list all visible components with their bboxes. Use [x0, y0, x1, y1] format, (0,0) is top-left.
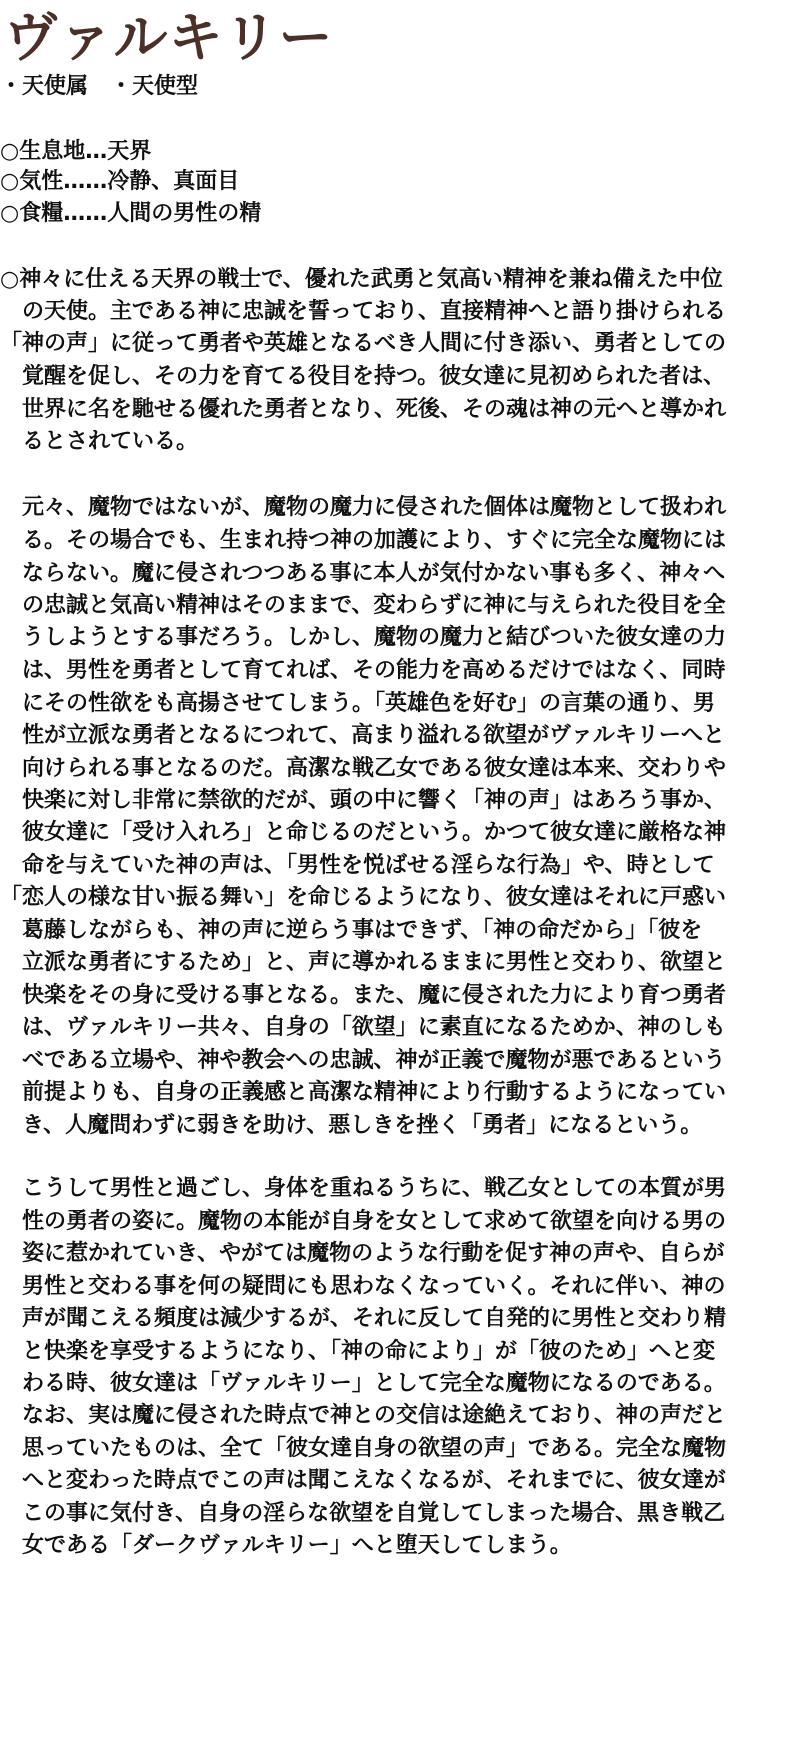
paragraph-1-line: 覚醒を促し、その力を育てる役目を持つ。彼女達に見初められた者は、: [0, 364, 726, 389]
paragraph-2-line: 元々、魔物ではないが、魔物の魔力に侵された個体は魔物として扱われ: [0, 495, 727, 520]
paragraph-3-line: わる時、彼女達は「ヴァルキリー」として完全な魔物になるのである。: [0, 1371, 726, 1396]
paragraph-3-line: と快楽を享受するようになり、「神の命により」が「彼のため」へと変: [0, 1339, 716, 1364]
paragraph-2-line: る。その場合でも、生まれ持つ神の加護により、すぐに完全な魔物には: [0, 528, 727, 553]
paragraph-2-line: は、男性を勇者として育てれば、その能力を高めるだけではなく、同時: [0, 658, 726, 683]
page-title: ヴァルキリー: [4, 6, 334, 69]
paragraph-2-line: 彼女達に「受け入れろ」と命じるのだという。かつて彼女達に厳格な神: [0, 820, 727, 845]
profile-food: ○食糧……人間の男性の精: [0, 201, 262, 226]
paragraph-2-line: 立派な勇者にするため」と、声に導かれるままに男性と交わり、欲望と: [0, 950, 727, 975]
paragraph-2-line: は、ヴァルキリー共々、自身の「欲望」に素直になるためか、神のしも: [0, 1015, 726, 1040]
paragraph-3-line: 思っていたものは、全て「彼女達自身の欲望の声」である。完全な魔物: [0, 1436, 727, 1461]
paragraph-2-line: うしようとする事だろう。しかし、魔物の魔力と結びついた彼女達の力: [0, 625, 727, 650]
paragraph-3-line: なお、実は魔に侵された時点で神との交信は途絶えており、神の声だと: [0, 1403, 727, 1428]
paragraph-2-line: 快楽に対し非常に禁欲的だが、頭の中に響く「神の声」はあろう事か、: [0, 788, 727, 813]
paragraph-1-line: るとされている。: [0, 429, 199, 454]
paragraph-2-line: 命を与えていた神の声は、「男性を悦ばせる淫らな行為」や、時として: [0, 853, 715, 878]
paragraph-2-line: 葛藤しながらも、神の声に逆らう事はできず、「神の命だから」「彼を: [0, 918, 703, 943]
profile-temperament: ○気性……冷静、真面目: [0, 169, 240, 194]
paragraph-2-line: 性が立派な勇者となるにつれて、高まり溢れる欲望がヴァルキリーへと: [0, 723, 725, 748]
paragraph-3-line: 姿に惹かれていき、やがては魔物のような行動を促す神の声や、自らが: [0, 1241, 725, 1266]
paragraph-2-line: の忠誠と気高い精神はそのままで、変わらずに神に与えられた役目を全: [0, 593, 726, 618]
paragraph-3-line: この事に気付き、自身の淫らな欲望を自覚してしまった場合、黒き戦乙: [0, 1501, 726, 1526]
paragraph-2-line: 快楽をその身に受ける事となる。また、魔に侵された力により育つ勇者: [0, 983, 727, 1008]
paragraph-2-line: 「恋人の様な甘い振る舞い」を命じるようになり、彼女達はそれに戸惑い: [0, 885, 727, 910]
paragraph-2-line: にその性欲をも高揚させてしまう。「英雄色を好む」の言葉の通り、男: [0, 691, 716, 716]
paragraph-3-line: 女である「ダークヴァルキリー」へと堕天してしまう。: [0, 1533, 572, 1558]
paragraph-2-line: 前提よりも、自身の正義感と高潔な精神により行動するようになってい: [0, 1080, 727, 1105]
paragraph-3-line: 男性と交わる事を何の疑問にも思わなくなっていく。それに伴い、神の: [0, 1274, 726, 1299]
paragraph-1-line: ○神々に仕える天界の戦士で、優れた武勇と気高い精神を兼ね備えた中位: [0, 267, 723, 292]
paragraph-1-line: 「神の声」に従って勇者や英雄となるべき人間に付き添い、勇者としての: [0, 331, 727, 356]
paragraph-2-line: き、人魔問わずに弱きを助け、悪しきを挫く「勇者」になるという。: [0, 1113, 703, 1138]
paragraph-3-line: へと変わった時点でこの声は聞こえなくなるが、それまでに、彼女達が: [0, 1468, 726, 1493]
paragraph-3-line: 性の勇者の姿に。魔物の本能が自身を女として求めて欲望を向ける男の: [0, 1209, 727, 1234]
paragraph-3-line: 声が聞こえる頻度は減少するが、それに反して自発的に男性と交わり精: [0, 1306, 727, 1331]
paragraph-2-line: 向けられる事となるのだ。高潔な戦乙女である彼女達は本来、交わりや: [0, 756, 727, 781]
species-tags: ・天使属 ・天使型: [0, 74, 199, 99]
paragraph-2-line: べである立場や、神や教会への忠誠、神が正義で魔物が悪であるという: [0, 1048, 726, 1073]
profile-habitat: ○生息地…天界: [0, 139, 152, 164]
paragraph-2-line: ならない。魔に侵されつつある事に本人が気付かない事も多く、神々へ: [0, 561, 726, 586]
paragraph-3-line: こうして男性と過ごし、身体を重ねるうちに、戦乙女としての本質が男: [0, 1176, 727, 1201]
paragraph-1-line: 世界に名を馳せる優れた勇者となり、死後、その魂は神の元へと導かれ: [0, 397, 727, 422]
paragraph-1-line: の天使。主である神に忠誠を誓っており、直接精神へと語り掛けられる: [0, 299, 727, 324]
